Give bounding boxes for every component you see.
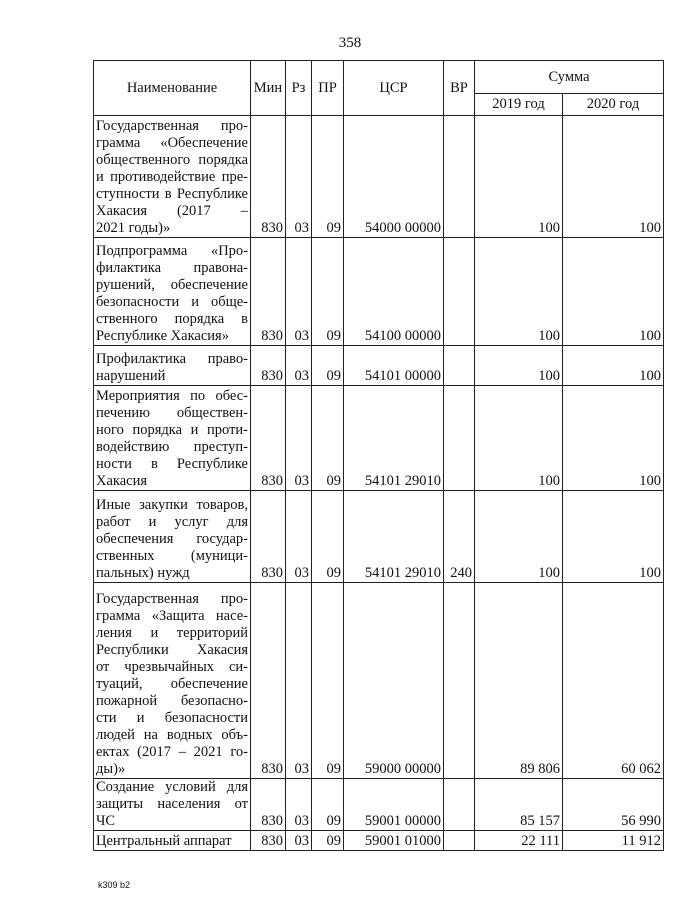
- cell-pr: 09: [312, 779, 344, 831]
- name-line: 2021 годы)»: [96, 220, 171, 236]
- cell-csr: 54101 00000: [344, 346, 444, 386]
- name-line: Республики Хакасия: [96, 642, 248, 658]
- cell-min: 830: [251, 583, 286, 779]
- cell-y2020: 100: [563, 116, 664, 238]
- name-line: рушений, обеспечение: [96, 277, 248, 293]
- name-line: Республике Хакасия»: [96, 328, 229, 344]
- cell-csr: 54000 00000: [344, 116, 444, 238]
- name-line: грамма «Обеспечение: [96, 135, 248, 151]
- cell-y2019: 100: [475, 238, 563, 346]
- footer-code: k309 b2: [98, 880, 131, 890]
- cell-rz: 03: [286, 831, 312, 851]
- row-name: [94, 583, 251, 779]
- name-line: ного порядка и проти-: [96, 422, 248, 438]
- cell-min: 830: [251, 491, 286, 583]
- cell-csr: 59001 00000: [344, 779, 444, 831]
- cell-pr: 09: [312, 583, 344, 779]
- name-line: ственных (муници-: [96, 548, 248, 564]
- cell-y2019: 85 157: [475, 779, 563, 831]
- name-line: сти и безопасности: [96, 710, 248, 726]
- cell-vr: [444, 386, 475, 491]
- row-name: [94, 238, 251, 346]
- header-2020: 2020 год: [563, 94, 664, 116]
- name-line: Мероприятия по обес-: [96, 388, 248, 404]
- cell-min: 830: [251, 238, 286, 346]
- name-line: от чрезвычайных си-: [96, 659, 248, 675]
- name-line: Государственная про-: [96, 591, 248, 607]
- cell-y2020: 100: [563, 491, 664, 583]
- cell-pr: 09: [312, 491, 344, 583]
- cell-min: 830: [251, 779, 286, 831]
- name-line: пальных) нужд: [96, 565, 190, 581]
- cell-csr: 59001 01000: [344, 831, 444, 851]
- cell-vr: [444, 116, 475, 238]
- cell-vr: [444, 583, 475, 779]
- row-name: [94, 831, 251, 851]
- cell-pr: 09: [312, 831, 344, 851]
- header-sum: Сумма: [475, 61, 664, 94]
- name-line: общественного порядка: [96, 152, 248, 168]
- name-line: Хакасия (2017 –: [96, 203, 248, 219]
- name-line: Создание условий для: [96, 779, 248, 795]
- table-row: [94, 346, 664, 386]
- row-name: [94, 491, 251, 583]
- name-line: пожарной безопасно-: [96, 693, 248, 709]
- name-line: Профилактика право-: [96, 351, 248, 367]
- name-line: Государственная про-: [96, 118, 248, 134]
- cell-csr: 54101 29010: [344, 386, 444, 491]
- cell-pr: 09: [312, 238, 344, 346]
- cell-min: 830: [251, 116, 286, 238]
- header-vr: ВР: [444, 61, 475, 116]
- header-rz: Рз: [286, 61, 312, 116]
- cell-y2019: 100: [475, 491, 563, 583]
- cell-pr: 09: [312, 346, 344, 386]
- cell-rz: 03: [286, 583, 312, 779]
- name-line: ды)»: [96, 761, 126, 777]
- cell-rz: 03: [286, 238, 312, 346]
- cell-pr: 09: [312, 116, 344, 238]
- cell-rz: 03: [286, 491, 312, 583]
- cell-rz: 03: [286, 779, 312, 831]
- name-line: ектах (2017 – 2021 го-: [96, 744, 248, 760]
- cell-y2020: 100: [563, 386, 664, 491]
- table-row: [94, 116, 664, 238]
- cell-y2019: 100: [475, 116, 563, 238]
- name-line: Иные закупки товаров,: [96, 497, 248, 513]
- cell-rz: 03: [286, 386, 312, 491]
- name-line: Подпрограмма «Про-: [96, 243, 248, 259]
- cell-vr: 240: [444, 491, 475, 583]
- cell-y2019: 89 806: [475, 583, 563, 779]
- name-line: грамма «Защита насе-: [96, 608, 248, 624]
- name-line: ступности в Республике: [96, 186, 248, 202]
- cell-csr: 59000 00000: [344, 583, 444, 779]
- row-name: [94, 116, 251, 238]
- table-row: [94, 583, 664, 779]
- name-line: и противодействие пре-: [96, 169, 248, 185]
- row-name: [94, 386, 251, 491]
- page-number: 358: [338, 35, 362, 51]
- name-line: водействию преступ-: [96, 439, 248, 455]
- cell-min: 830: [251, 386, 286, 491]
- cell-y2019: 100: [475, 386, 563, 491]
- cell-rz: 03: [286, 116, 312, 238]
- table-row: [94, 779, 664, 831]
- cell-min: 830: [251, 346, 286, 386]
- cell-y2020: 100: [563, 346, 664, 386]
- cell-vr: [444, 346, 475, 386]
- table-row: [94, 386, 664, 491]
- cell-y2019: 100: [475, 346, 563, 386]
- name-line: ственного порядка в: [96, 311, 248, 327]
- cell-y2020: 56 990: [563, 779, 664, 831]
- row-name: [94, 779, 251, 831]
- table-row: [94, 491, 664, 583]
- table-row: [94, 238, 664, 346]
- cell-y2019: 22 111: [475, 831, 563, 851]
- header-name: Наименование: [94, 61, 251, 116]
- cell-pr: 09: [312, 386, 344, 491]
- cell-vr: [444, 779, 475, 831]
- budget-table: [93, 60, 664, 851]
- cell-rz: 03: [286, 346, 312, 386]
- header-csr: ЦСР: [344, 61, 444, 116]
- name-line: ЧС: [96, 813, 116, 829]
- name-line: туаций, обеспечение: [96, 676, 248, 692]
- name-line: ности в Республике: [96, 456, 248, 472]
- cell-y2020: 100: [563, 238, 664, 346]
- name-line: ления и территорий: [96, 625, 248, 641]
- name-line: филактика правона-: [96, 260, 248, 276]
- cell-y2020: 60 062: [563, 583, 664, 779]
- cell-y2020: 11 912: [563, 831, 664, 851]
- name-line: людей на водных объ-: [96, 727, 248, 743]
- name-line: работ и услуг для: [96, 514, 248, 530]
- name-line: Хакасия: [96, 473, 148, 489]
- cell-csr: 54100 00000: [344, 238, 444, 346]
- name-line: безопасности и обще-: [96, 294, 248, 310]
- name-line: печению обществен-: [96, 405, 248, 421]
- table-row: [94, 831, 664, 851]
- cell-min: 830: [251, 831, 286, 851]
- name-line: обеспечения государ-: [96, 531, 248, 547]
- name-line: защиты населения от: [96, 796, 248, 812]
- row-name: [94, 346, 251, 386]
- cell-csr: 54101 29010: [344, 491, 444, 583]
- cell-vr: [444, 831, 475, 851]
- name-line: Центральный аппарат: [96, 833, 232, 849]
- cell-vr: [444, 238, 475, 346]
- name-line: нарушений: [96, 368, 166, 384]
- header-2019: 2019 год: [475, 94, 563, 116]
- header-min: Мин: [251, 61, 286, 116]
- header-pr: ПР: [312, 61, 344, 116]
